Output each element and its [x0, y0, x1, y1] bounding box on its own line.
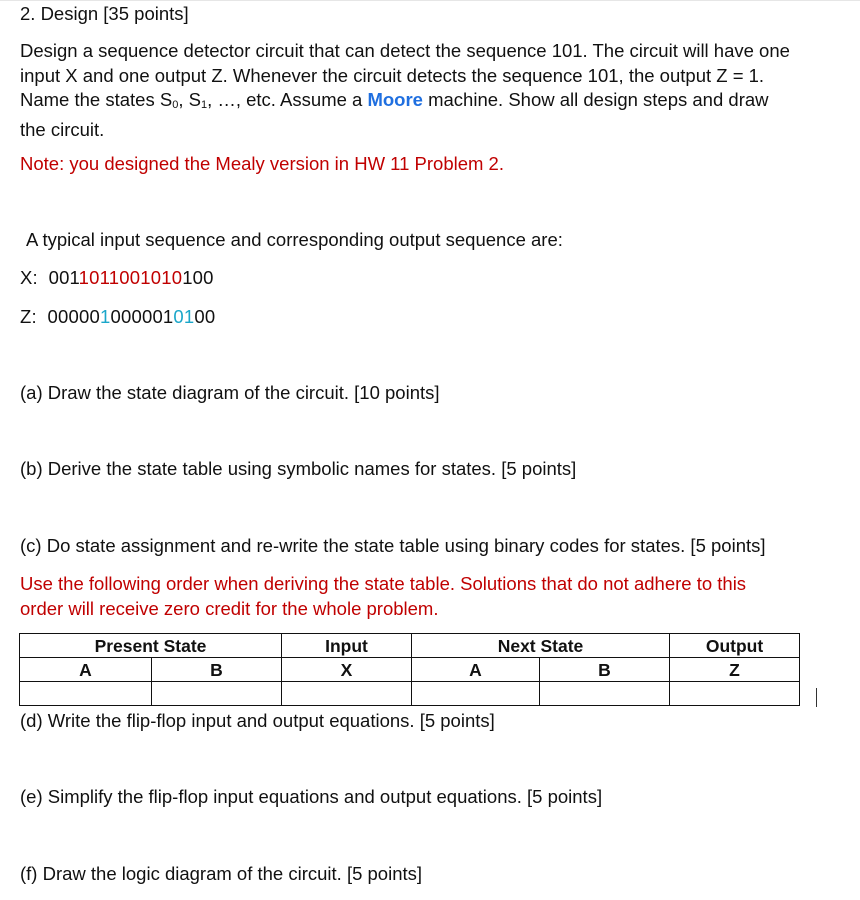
table-cell[interactable]	[152, 682, 282, 706]
sequence-intro: A typical input sequence and corresponding output sequence are:	[26, 229, 563, 250]
x-seq-part: 100	[182, 267, 214, 288]
table-cell[interactable]	[412, 682, 540, 706]
subheader-present-a: A	[20, 658, 152, 682]
part-c: (c) Do state assignment and re-write the state table using binary codes for states. [5 points]	[20, 535, 766, 556]
text-cursor	[816, 688, 817, 707]
part-a: (a) Draw the state diagram of the circuit. [10 points]	[20, 382, 440, 403]
z-label: Z:	[20, 306, 37, 327]
statement-text: , …, etc. Assume a	[207, 89, 368, 110]
warning-line-1: Use the following order when deriving the state table. Solutions that do not adhere to this	[20, 573, 747, 594]
x-seq-part: 001	[48, 267, 79, 288]
subheader-present-b: B	[152, 658, 282, 682]
part-b: (b) Derive the state table using symbolic names for states. [5 points]	[20, 458, 577, 479]
statement-line-4: the circuit.	[20, 118, 105, 140]
statement-text: machine. Show all design steps and draw	[422, 89, 769, 110]
z-seq-highlight: 01	[173, 306, 195, 327]
subscript-0: 0	[172, 99, 179, 111]
subheader-next-a: A	[412, 658, 540, 682]
table-cell[interactable]	[282, 682, 412, 706]
statement-line-2: input X and one output Z. Whenever the circuit detects the sequence 101, the output Z = 1.	[20, 64, 765, 86]
header-next-state: Next State	[412, 634, 670, 658]
z-seq-highlight: 1	[99, 306, 111, 327]
z-seq-part: 000001	[110, 306, 174, 327]
state-table	[19, 633, 800, 706]
subscript-1: 1	[200, 99, 208, 111]
problem-statement	[20, 39, 856, 142]
header-output: Output	[670, 634, 800, 658]
subheader-input-x: X	[282, 658, 412, 682]
header-present-state: Present State	[20, 634, 282, 658]
x-seq-highlight: 1011001010	[78, 267, 183, 288]
z-sequence	[20, 306, 215, 328]
moore-keyword: Moore	[367, 89, 423, 110]
z-seq-part: 00	[194, 306, 216, 327]
top-border	[0, 0, 860, 1]
part-f: (f) Draw the logic diagram of the circuit. [5 points]	[20, 863, 423, 884]
z-seq-part: 00000	[47, 306, 100, 327]
x-label: X:	[20, 267, 38, 288]
note-text: Note: you designed the Mealy version in HW 11 Problem 2.	[20, 153, 504, 174]
part-d: (d) Write the flip-flop input and output equations. [5 points]	[20, 710, 495, 731]
problem-title: 2. Design [35 points]	[20, 3, 189, 24]
table-cell[interactable]	[670, 682, 800, 706]
header-input: Input	[282, 634, 412, 658]
order-warning	[20, 572, 856, 621]
x-sequence	[20, 267, 214, 289]
statement-text: Name the states S	[20, 89, 173, 110]
part-e: (e) Simplify the flip-flop input equations and output equations. [5 points]	[20, 786, 603, 807]
statement-text: , S	[178, 89, 201, 110]
table-header-row	[20, 634, 800, 658]
table-cell[interactable]	[540, 682, 670, 706]
statement-line-1: Design a sequence detector circuit that can detect the sequence 101. The circuit will have one	[20, 40, 790, 61]
table-subheader-row	[20, 658, 800, 682]
table-cell[interactable]	[20, 682, 152, 706]
statement-line-3	[20, 88, 856, 118]
warning-line-2: order will receive zero credit for the whole problem.	[20, 597, 439, 619]
subheader-next-b: B	[540, 658, 670, 682]
table-empty-row	[20, 682, 800, 706]
subheader-output-z: Z	[670, 658, 800, 682]
